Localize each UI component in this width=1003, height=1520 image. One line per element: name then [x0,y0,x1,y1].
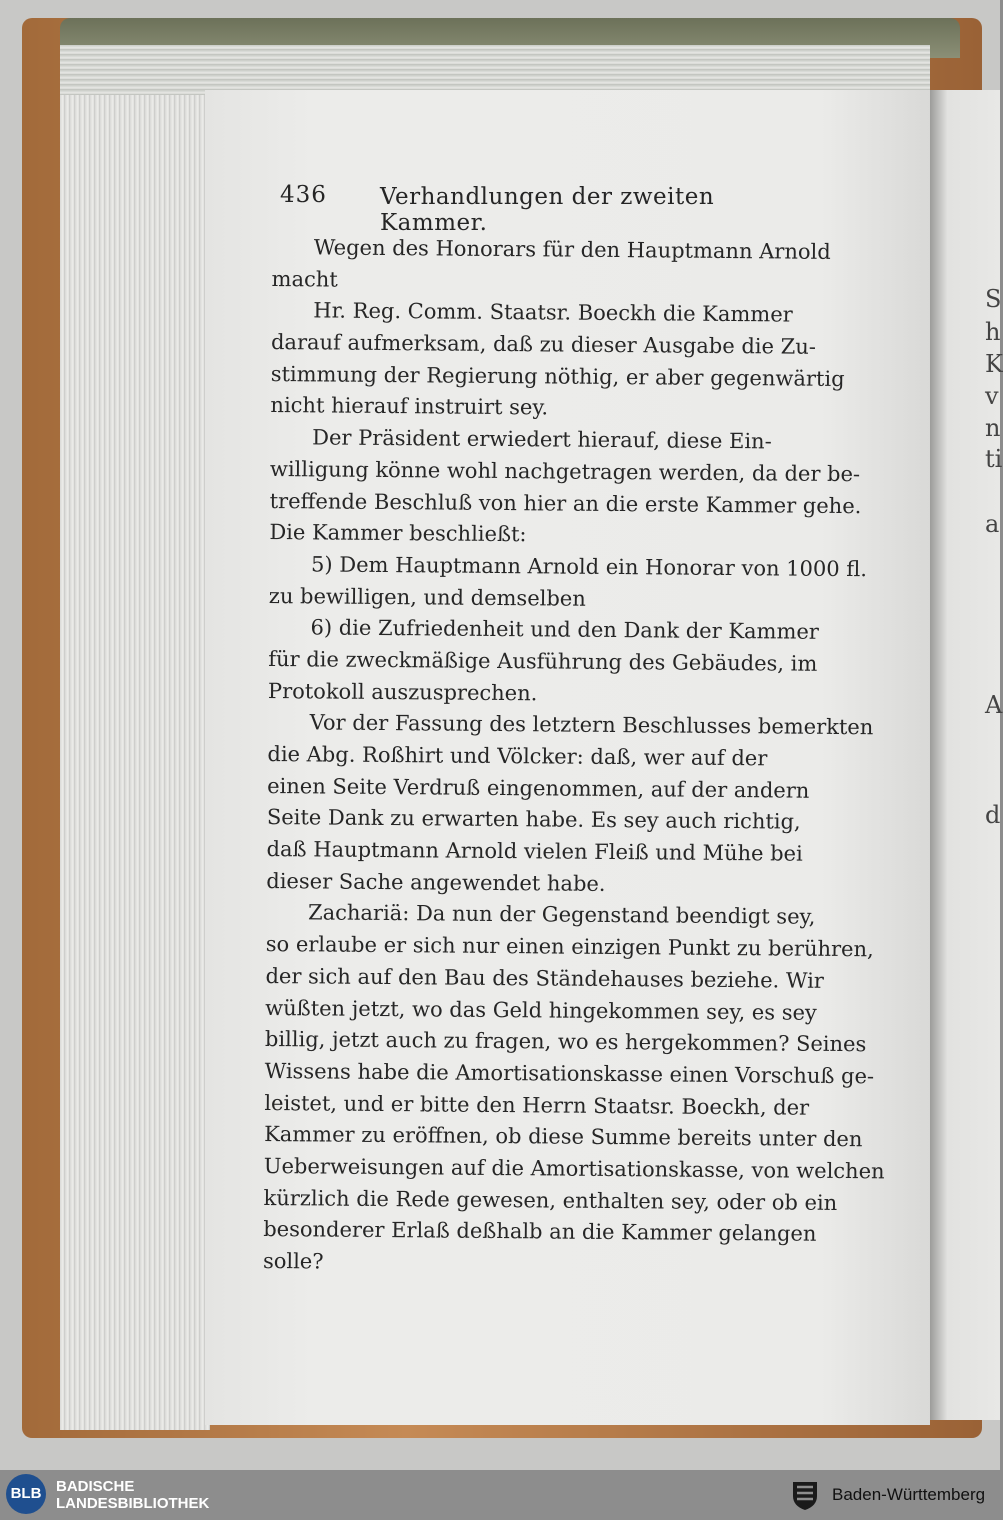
blb-logo[interactable]: BLB [6,1474,46,1514]
text-line: Vor der Fassung des letztern Beschlusses bemerkten [309,710,874,740]
text-line: billig, jetzt auch zu fragen, wo es hergekommen? Seines [264,1027,867,1057]
text-line: kürzlich die Rede gewesen, enthalten sey, oder ob ein [263,1185,838,1215]
library-name[interactable] [56,1478,209,1512]
text-line: Der Präsident erwiedert hierauf, diese Ein- [312,425,772,454]
text-line: besonderer Erlaß deßhalb an die Kammer gelangen [263,1217,817,1247]
text-line: Hr. Reg. Comm. Staatsr. Boeckh die Kammer [313,298,793,327]
running-head: Verhandlungen der zweiten Kammer. [380,184,715,236]
page-edges [60,45,210,1430]
text-line: so erlaube er sich nur einen einzigen Punkt zu berühren, [265,932,874,962]
page-edges-top [60,45,930,95]
right-page-edge [930,90,1003,1420]
text-line: darauf aufmerksam, daß zu dieser Ausgabe die Zu- [270,330,816,359]
text-line: Wissens habe die Amortisationskasse einen Vorschuß ge- [264,1058,875,1089]
fragment-text: A [985,691,1003,719]
text-line: der sich auf den Bau des Ständehauses beziehe. Wir [265,963,824,993]
text-line: Protokoll auszusprechen. [267,678,538,705]
text-line: Ueberweisungen auf die Amortisationskasse, von welchen [263,1153,885,1184]
state-name[interactable]: Baden-Württemberg [832,1485,986,1504]
text-line: für die zweckmäßige Ausführung des Gebäudes, im [268,646,818,676]
text-line: wüßten jetzt, wo das Geld hingekommen sey, es sey [265,995,817,1025]
fragment-text: ti [985,445,1003,473]
fragment-text: n [985,414,1001,442]
text-line: nicht hierauf instruirt sey. [270,393,549,420]
text-line: zu bewilligen, und demselben [268,583,586,611]
fragment-text: K [985,350,1003,378]
text-line: solle? [262,1248,324,1274]
text-line: 6) die Zufriedenheit und den Dank der Kammer [310,615,819,645]
fragment-text: v [985,382,999,410]
page-header [280,182,800,236]
text-line: dieser Sache angewendet habe. [266,868,606,896]
library-name-line1: BADISCHE [56,1478,135,1495]
fragment-text: d [985,801,1001,829]
text-line: macht [271,266,338,292]
text-line: Zachariä: Da nun der Gegenstand beendigt sey, [307,900,816,930]
text-line: Kammer zu eröffnen, ob diese Summe bereits unter den [264,1122,863,1152]
library-name-line2: LANDESBIBLIOTHEK [56,1495,210,1512]
page-body [262,232,885,1283]
page-number: 436 [280,182,327,208]
footer-bar [0,1470,1000,1520]
text-line: Seite Dank zu erwarten habe. Es sey auch richtig, [266,805,801,835]
coat-of-arms-icon [790,1478,820,1512]
text-line: willigung könne wohl nachgetragen werden, da der be- [269,456,861,486]
fragment-text: S [985,285,1002,313]
text-line: treffende Beschluß von hier an die erste Kammer gehe. [269,488,862,518]
fragment-text: a [985,510,1000,538]
text-line: 5) Dem Hauptmann Arnold ein Honorar von 1000 fl. [310,552,868,582]
text-line: Die Kammer beschließt: [269,520,527,547]
text-line: leistet, und er bitte den Herrn Staatsr. Boeckh, der [264,1090,810,1120]
text-line: Wegen des Honorars für den Hauptmann Arnold [313,235,831,264]
fragment-text: h [985,318,1001,346]
text-line: stimmung der Regierung nöthig, er aber gegenwärtig [270,361,845,391]
text-line: die Abg. Roßhirt und Völcker: daß, wer auf der [267,741,768,771]
text-line: einen Seite Verdruß eingenommen, auf der andern [267,773,810,803]
text-line: daß Hauptmann Arnold vielen Fleiß und Mühe bei [266,837,803,866]
